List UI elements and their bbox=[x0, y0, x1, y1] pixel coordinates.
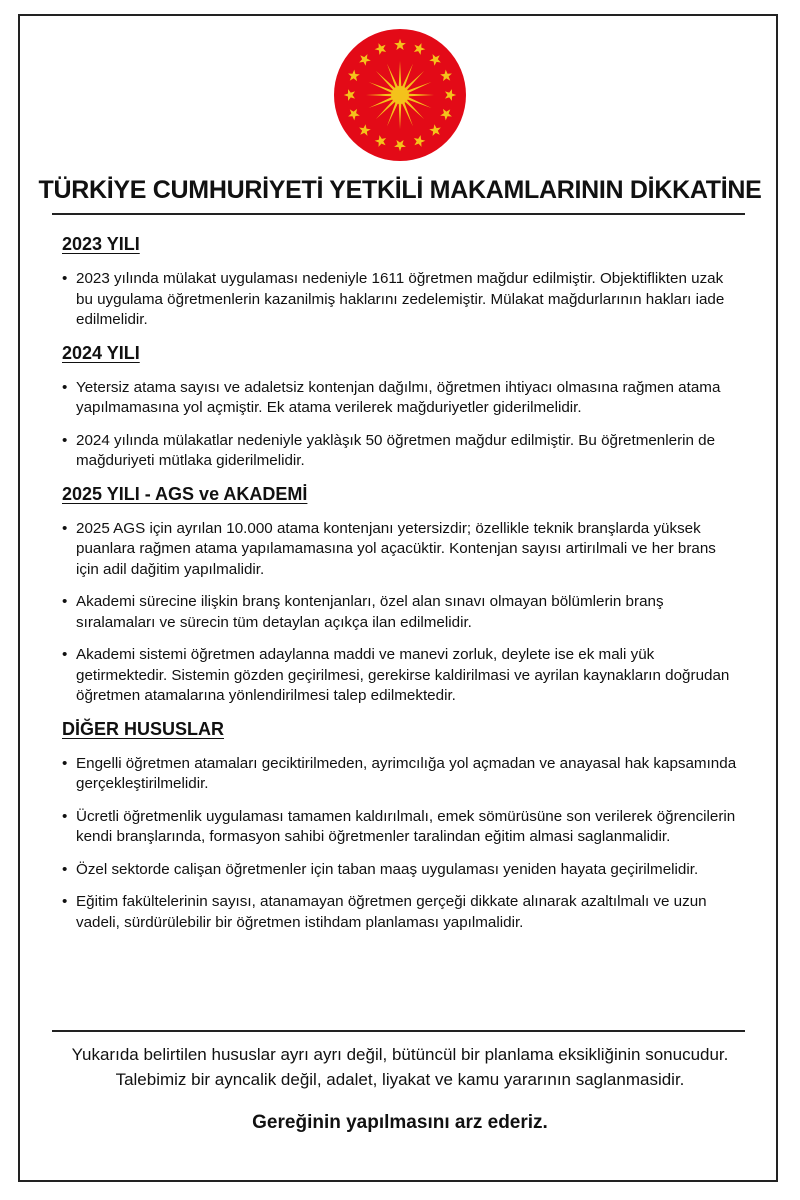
section-heading: DİĞER HUSUSLAR bbox=[62, 718, 225, 739]
bullet-icon: • bbox=[62, 807, 68, 825]
list-item bbox=[62, 754, 742, 795]
sun-core bbox=[391, 86, 409, 104]
list-item-text: Özel sektorde calişan öğretmenler için taban maaş uygulaması yeniden hayata geçirilmelidir. bbox=[76, 860, 699, 878]
title-divider bbox=[52, 213, 745, 215]
list-item bbox=[62, 592, 742, 633]
bullet-icon: • bbox=[62, 860, 68, 878]
list-item bbox=[62, 269, 742, 331]
list-item-text: Yetersiz atama sayısı ve adaletsiz kontenjan dağılmı, öğretmen ihtiyacı olmasına rağmen atama yapılmamasına yol açmiştir. Ek atama verilerek mağduriyetler giderilmelidir. bbox=[76, 378, 721, 416]
section-heading: 2025 YILI - AGS ve AKADEMİ bbox=[62, 483, 308, 504]
list-item bbox=[62, 860, 742, 881]
closing-line: Talebimiz bir ayncalik değil, adalet, liyakat ve kamu yararının saglanmasidir. bbox=[115, 1070, 685, 1089]
page-title: TÜRKİYE CUMHURİYETİ YETKİLİ MAKAMLARININ DİKKATİNE bbox=[38, 176, 762, 204]
section-2024 bbox=[62, 343, 742, 472]
section-heading: 2024 YILI bbox=[62, 342, 140, 363]
section-2025 bbox=[62, 484, 742, 707]
list-item bbox=[62, 378, 742, 419]
closing-divider bbox=[52, 1030, 745, 1032]
bullet-icon: • bbox=[62, 519, 68, 537]
closing-line: Yukarıda belirtilen hususlar ayrı ayrı değil, bütüncül bir planlama eksikliğinin sonucudur. bbox=[71, 1045, 729, 1064]
bullet-icon: • bbox=[62, 431, 68, 449]
list-item bbox=[62, 519, 742, 581]
list-item-text: 2024 yılında mülakatlar nedeniyle yaklàşık 50 öğretmen mağdur edilmiştir. Bu öğretmenlerin de mağduriyeti mütlaka giderilmelidir. bbox=[76, 431, 716, 469]
bullet-icon: • bbox=[62, 893, 68, 910]
final-request: Gereğinin yapılmasını arz ederiz. bbox=[252, 1112, 548, 1133]
bullet-icon: • bbox=[62, 270, 68, 287]
presidential-seal bbox=[333, 28, 467, 162]
list-item-text: Ücretli öğretmenlik uygulaması tamamen kaldırılmalı, emek sömürüsüne son verilerek öğrencilerin kendi branşlarında, formasyon sahibi öğretmenler taralindan eğitim almasi saglanmalidir. bbox=[76, 807, 736, 845]
section-other-matters bbox=[62, 719, 742, 934]
list-item-text: Engelli öğretmen atamaları geciktirilmeden, ayrimcılığa yol açmadan ve anayasal hak kapsamında gerçekleştirilmelidir. bbox=[76, 754, 737, 792]
list-item-text: 2023 yılında mülakat uygulaması nedeniyle 1611 öğretmen mağdur edilmiştir. Objektiflikten uzak bu uygulama öğretmenlerin kazanilmiş haklarını zedelemiştir. Mülakat mağdurlarının hakları iade edilmelidir. bbox=[76, 270, 725, 328]
bullet-icon: • bbox=[62, 754, 68, 772]
list-item-text: Eğitim fakültelerinin sayısı, atanamayan öğretmen gerçeği dikkate alınarak azaltılmalı ve uzun vadeli, sürdürülebilir bir öğretmen istihdam planlaması yapılmalidir. bbox=[76, 893, 707, 931]
list-item bbox=[62, 807, 742, 848]
list-item bbox=[62, 892, 742, 933]
closing-statement bbox=[0, 1042, 800, 1092]
bullet-icon: • bbox=[62, 378, 68, 396]
list-item-text: Akademi sistemi öğretmen adaylanna maddi ve manevi zorluk, deylete ise ek mali yük getirmektedir. Sistemin gözden geçirilmesi, gerekirse kaldirilmasi ve ayrilan kaynakların doğrudan öğretmen atamalarına yönlendirilmesi talep edilmektedir. bbox=[76, 646, 730, 704]
bullet-icon: • bbox=[62, 593, 68, 610]
bullet-icon: • bbox=[62, 646, 68, 663]
document-body bbox=[62, 228, 742, 945]
section-2023 bbox=[62, 234, 742, 331]
list-item-text: 2025 AGS için ayrılan 10.000 atama kontenjanı yetersizdir; özellikle teknik branşlarda yüksek puanlara rağmen atama yapılamamasına yol açacüktir. Kontenjan sayısı artirılmali ve her brans için adil dağitim yapılmalidir. bbox=[76, 519, 716, 578]
sun-icon bbox=[366, 61, 434, 129]
section-heading: 2023 YILI bbox=[62, 234, 140, 254]
list-item bbox=[62, 645, 742, 707]
list-item bbox=[62, 431, 742, 472]
list-item-text: Akademi sürecine ilişkin branş kontenjanları, özel alan sınavı olmayan bölümlerin branş sıralamaları ve sürecin tüm detaylan açıkça ilan edilmelidir. bbox=[76, 593, 664, 631]
